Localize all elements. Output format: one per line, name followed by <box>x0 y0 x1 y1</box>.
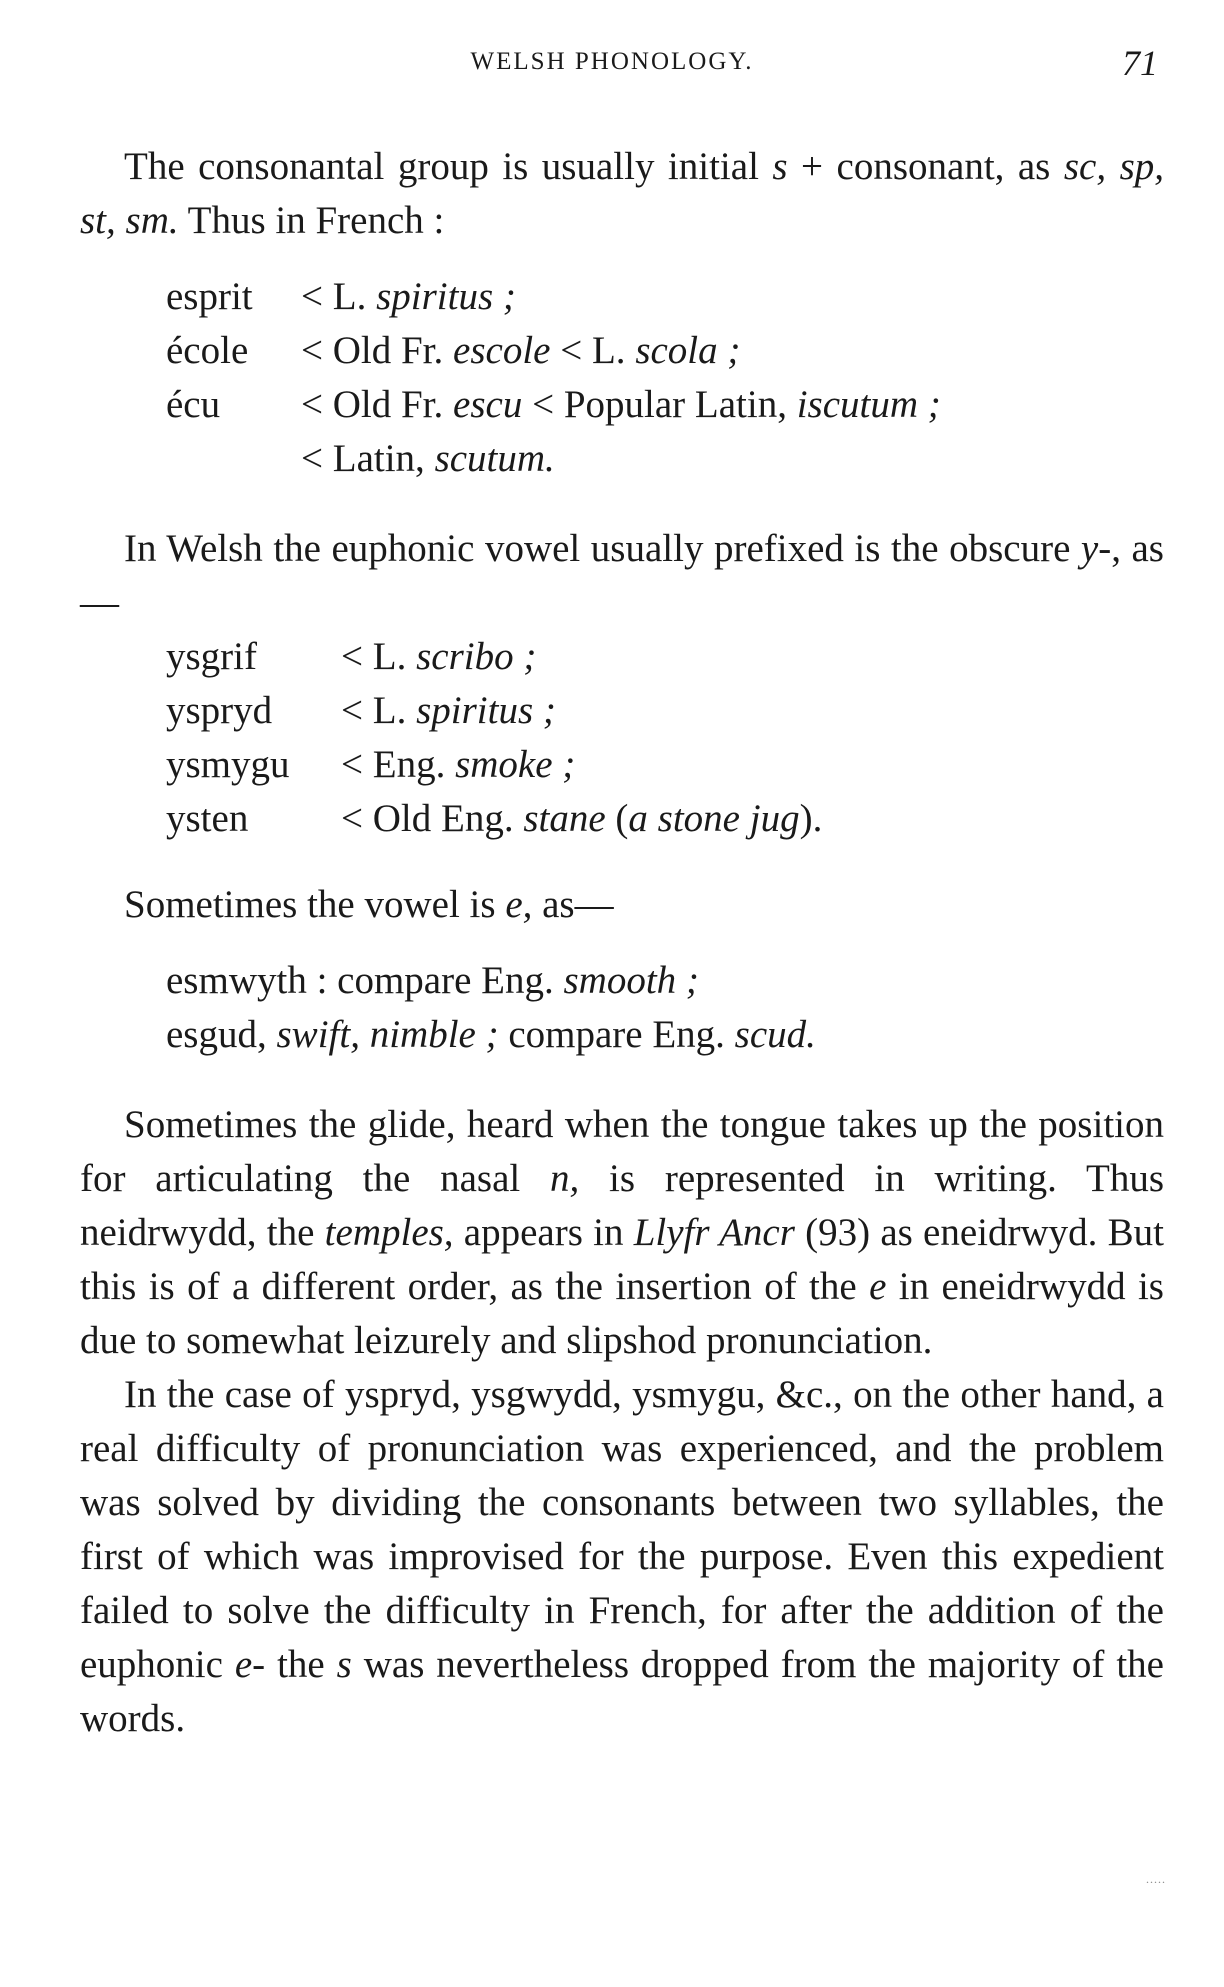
etymon-text: < L. <box>341 635 417 678</box>
example-text: esmwyth : compare Eng. <box>166 959 564 1002</box>
text: was nevertheless dropped from the majority of the words. <box>80 1643 1164 1740</box>
footer-mark: ..... <box>1146 1872 1166 1886</box>
etymon-italic: a stone jug <box>628 797 800 840</box>
etymon-text: ). <box>799 797 823 840</box>
intro-paragraph <box>80 140 1164 248</box>
french-example-list <box>80 270 1164 486</box>
etymon-text: < Old Fr. <box>301 329 454 372</box>
vowel-e-paragraph <box>80 878 1164 932</box>
etymon-italic: spiritus ; <box>416 689 556 732</box>
headword: école <box>166 329 249 372</box>
italic-text: Llyfr Ancr <box>633 1211 795 1254</box>
running-head: WELSH PHONOLOGY. <box>470 48 754 75</box>
etymon-text: < Eng. <box>341 743 456 786</box>
welsh-paragraph <box>80 522 1164 630</box>
body-text <box>80 140 1164 1746</box>
etymon-italic: escu <box>453 383 523 426</box>
headword: ysten <box>166 797 249 840</box>
etymon-text: < Latin, <box>301 437 435 480</box>
etymon-text: ( <box>605 797 629 840</box>
etymon-text: < L. <box>301 275 377 318</box>
text: , as— <box>80 527 1164 624</box>
example-line <box>166 684 1164 738</box>
text: + consonant, as <box>787 145 1064 188</box>
headword: yspryd <box>166 689 273 732</box>
headword: écu <box>166 383 221 426</box>
welsh-example-list <box>80 630 1164 846</box>
glide-paragraph <box>80 1098 1164 1368</box>
etymon-text: < Old Eng. <box>341 797 524 840</box>
italic-text: sm. <box>125 199 179 242</box>
example-line <box>166 792 1164 846</box>
example-text: esgud, <box>166 1013 277 1056</box>
italic-text: sc, <box>1063 145 1107 188</box>
text: (93) as eneidrwyd. But this is of a different order, as the insertion of the <box>80 1211 1164 1308</box>
example-line <box>166 270 1164 324</box>
italic-text: e- <box>234 1643 266 1686</box>
text: the <box>265 1643 337 1686</box>
italic-text: e <box>869 1265 887 1308</box>
italic-text: st, <box>80 199 116 242</box>
etymon-italic: scribo ; <box>416 635 537 678</box>
text: Thus in French : <box>178 199 445 242</box>
example-line <box>166 954 1164 1008</box>
text: Sometimes the glide, heard when the tongue takes up the position for articulating the nasal <box>80 1103 1164 1200</box>
headword: esprit <box>166 275 253 318</box>
etymon-text: < L. <box>341 689 417 732</box>
example-italic: swift, nimble ; <box>276 1013 499 1056</box>
headword: ysmygu <box>166 743 290 786</box>
etymon-italic: stane <box>523 797 606 840</box>
headword: ysgrif <box>166 635 257 678</box>
etymon-italic: scola ; <box>635 329 741 372</box>
italic-text: e, <box>505 883 533 926</box>
italic-text: sp, <box>1119 145 1165 188</box>
example-line <box>166 378 1164 432</box>
case-paragraph <box>80 1368 1164 1746</box>
etymon-italic: scutum. <box>434 437 555 480</box>
text: appears in <box>453 1211 634 1254</box>
text: The consonantal group is usually initial <box>124 145 773 188</box>
italic-text: s <box>772 145 788 188</box>
example-italic: smooth ; <box>563 959 699 1002</box>
example-line <box>166 738 1164 792</box>
etymon-italic: spiritus ; <box>376 275 516 318</box>
italic-text: temples, <box>324 1211 454 1254</box>
text: Sometimes the vowel is <box>124 883 506 926</box>
e-example-list <box>80 954 1164 1062</box>
example-text: compare Eng. <box>498 1013 735 1056</box>
italic-text: y- <box>1080 527 1112 570</box>
text: In the case of yspryd, ysgwydd, ysmygu, &c., on the other hand, a real difficulty of pronunciation was experienced, and the problem was solved by dividing the consonants between two syllables, the first of which was improvised for the purpose. Even this expedient failed to solve the difficulty in French, for after the addition of the euphonic <box>80 1373 1164 1686</box>
etymon-italic: escole <box>453 329 551 372</box>
etymon-text: < L. <box>550 329 636 372</box>
page-number: 71 <box>1122 43 1158 83</box>
etymon-text: < Old Fr. <box>301 383 454 426</box>
text: is represented in writing. Thus neidrwydd, the <box>80 1157 1164 1254</box>
italic-text: n, <box>550 1157 580 1200</box>
italic-text: s <box>336 1643 352 1686</box>
example-line <box>166 324 1164 378</box>
text: In Welsh the euphonic vowel usually prefixed is the obscure <box>124 527 1081 570</box>
example-line <box>166 1008 1164 1062</box>
text: as— <box>532 883 614 926</box>
etymon-italic: iscutum ; <box>796 383 941 426</box>
example-italic: scud. <box>734 1013 816 1056</box>
text: in eneidrwydd is due to somewhat leizurely and slipshod pronunciation. <box>80 1265 1164 1362</box>
example-line <box>166 630 1164 684</box>
etymon-text: < Popular Latin, <box>522 383 797 426</box>
example-line <box>166 432 1164 486</box>
etymon-italic: smoke ; <box>455 743 576 786</box>
